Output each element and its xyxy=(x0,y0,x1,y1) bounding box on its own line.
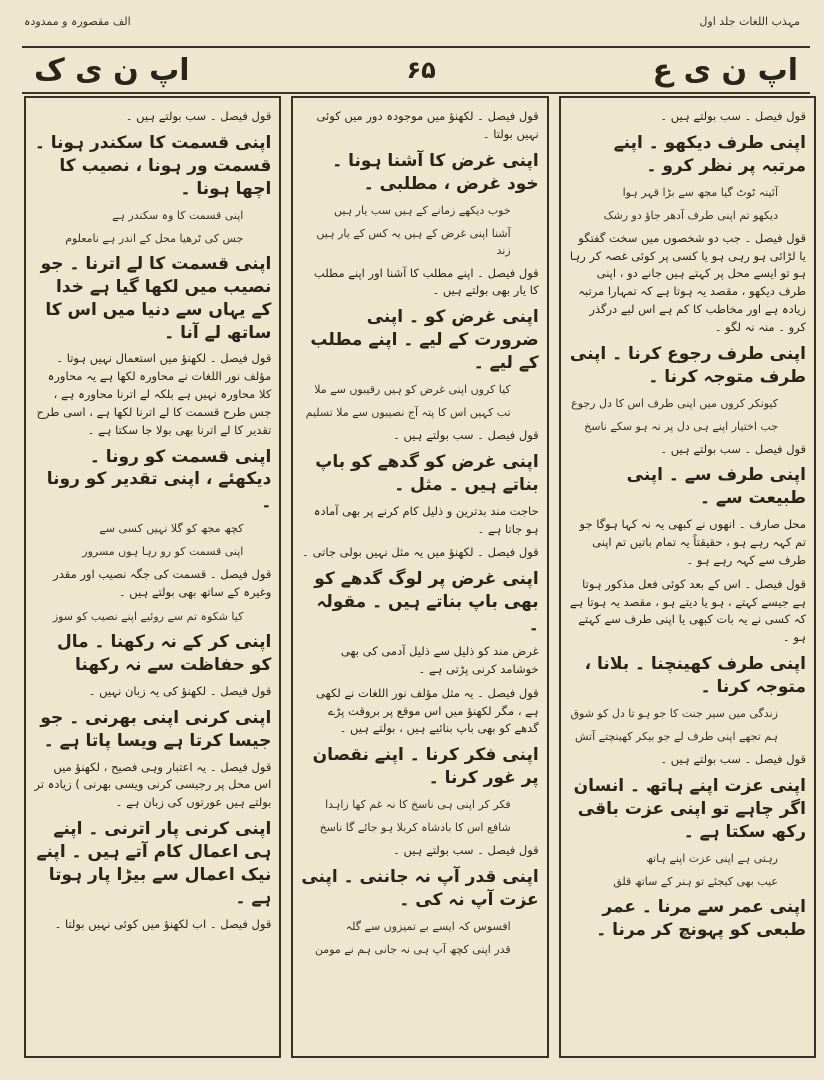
running-head-left: الف مقصورہ و ممدودہ xyxy=(24,14,131,28)
verse-line: ہم تجھے اپنی طرف لے جو بیکر کھینچتے آتش xyxy=(574,729,778,743)
verdict-note: قول فیصل ۔ سب بولتے ہیں ۔ xyxy=(660,441,806,456)
headword: اپنی کر کے نہ رکھنا ۔ مال کو حفاظت سے نہ رکھنا xyxy=(56,632,272,676)
page-header xyxy=(22,46,810,94)
definition-text: غرض مند کو ذلیل سے ذلیل آدمی کی بھی خوشامد کرنی پڑتی ہے ۔ xyxy=(340,644,539,676)
verse-line: رہتی ہے اپنی عزت اپنے ہاتھ xyxy=(646,851,778,865)
verdict-note: قول فیصل ۔ سب بولتے ہیں ۔ xyxy=(660,109,806,123)
verdict-note: قول فیصل ۔ سب بولتے ہیں ۔ xyxy=(393,843,539,858)
headword: اپنی قسمت کا لے اترنا ۔ جو نصیب میں لکھا گیا ہے خدا کے یہاں سے دنیا میں اس کا ساتھ لے آنا ۔ xyxy=(40,253,272,343)
verse-line: خوب دیکھے زمانے کے ہیں سب یار ہیں xyxy=(334,203,511,217)
verdict-note: قول فیصل ۔ لکھنؤ میں موجودہ دور میں کوئی نہیں بولتا ۔ xyxy=(316,109,539,141)
headword: اپنی طرف رجوع کرنا ۔ اپنی طرف متوجہ کرنا ۔ xyxy=(569,343,806,387)
headword: اپنی قسمت کو رونا ۔ دیکھئے ، اپنی تقدیر کو رونا ۔ xyxy=(46,446,272,513)
definition-text: قول فیصل ۔ قسمت کی جگہ نصیب اور مقدر وغیرہ کے ساتھ بھی بولتے ہیں ۔ xyxy=(53,567,272,600)
definition-text: محل صارف ۔ انھوں نے کبھی یہ نہ کہا ہوگا جو تم کہہ رہے ہو ، حقیقتاً یہ تمام باتیں تم اپنی طرف سے کہہ رہے ہو ۔ xyxy=(579,517,806,567)
verdict-note: قول فیصل ۔ سب بولتے ہیں ۔ xyxy=(660,751,806,766)
verse-line: کیونکر کروں میں اپنی طرف اس کا دل رجوع xyxy=(571,396,778,410)
definition-text: قول فیصل ۔ جب دو شخصوں میں سخت گفتگو یا لڑائی ہو رہی ہو یا کسی پر کوئی غصہ کر رہا ہو تو ایسے محل پر کہتے ہیں جانے دو ، اپنی طرف دیکھو ، مقصد یہ ہوتا ہے کہ تمہارا مرتبہ زیادہ ہے اور مخاطب کا کم ہے اس لیے درگذر کرو ۔ منہ نہ لگو ۔ xyxy=(569,230,806,334)
page-number: ۶۵ xyxy=(406,56,436,84)
verse-line: قدر اپنی کچھ آپ ہی نہ جانی ہم نے مومن xyxy=(314,942,511,956)
verdict-note: قول فیصل ۔ اب لکھنؤ میں کوئی نہیں بولتا ۔ xyxy=(54,916,272,931)
definition-text: حاجت مند بدترین و ذلیل کام کرنے پر بھی آمادہ ہو جاتا ہے ۔ xyxy=(313,503,539,536)
running-head-right: مہذب اللغات جلد اول xyxy=(699,14,800,28)
verse-line: جس کی ٹرھیا محل کے اندر ہے نامعلوم xyxy=(65,231,244,245)
header-right-keys: اپ ن ی ع xyxy=(652,52,798,88)
definition-text: قول فیصل ۔ اس کے بعد کوئی فعل مذکور ہوتا ہے جیسے کہتے ، ہو یا دیتے ہو ، مقصد یہ ہوتا ہے کہ کسی نے یہ بات کبھی یا اپنی طرف سے کہتے ہو ۔ xyxy=(569,576,806,645)
definition-text: قول فیصل ۔ اپنے مطلب کا آشنا اور اپنے مطلب کا یار بھی بولتے ہیں ۔ xyxy=(313,265,539,298)
headword: اپنی عزت اپنے ہاتھ ۔ انسان اگر چاہے تو اپنی عزت باقی رکھ سکتا ہے ۔ xyxy=(573,775,806,842)
headword: اپنی کرنی اپنی بھرنی ۔ جو جیسا کرتا ہے ویسا پاتا ہے ۔ xyxy=(40,707,272,751)
headword: اپنی طرف سے ۔ اپنی طبیعت سے ۔ xyxy=(626,465,806,509)
headword: اپنی غرض کو ۔ اپنی ضرورت کے لیے ۔ اپنے مطلب کے لیے ۔ xyxy=(310,307,539,374)
column-1 xyxy=(559,96,816,1058)
headword: اپنی غرض کو گدھے کو باپ بناتے ہیں ۔ مثل ۔ xyxy=(315,451,539,495)
column-2 xyxy=(291,96,548,1058)
headword: اپنی قدر آپ نہ جاننی ۔ اپنی عزت آپ نہ کی ۔ xyxy=(301,866,539,910)
headword: اپنی طرف دیکھو ۔ اپنے مرتبہ پر نظر کرو ۔ xyxy=(613,132,806,176)
verse-line: کچھ مجھ کو گلا نہیں کسی سے xyxy=(99,522,244,536)
verse-line: عیب بھی کیجئے تو ہنر کے ساتھ قلق xyxy=(613,874,778,888)
headword: اپنی طرف کھینچنا ۔ بلانا ، متوجہ کرنا ۔ xyxy=(584,654,806,697)
verse-line: تب کہیں اس کا پتہ آج نصیبوں سے ملا تسلیم xyxy=(305,406,511,420)
verse-line: افسوس کہ ایسے بے تمیزوں سے گلہ xyxy=(345,919,511,933)
verse-line: اپنی قسمت کا وہ سکندر ہے xyxy=(112,208,244,222)
definition-text: قول فیصل ۔ یہ مثل مؤلف نور اللغات نے لکھی ہے ، مگر لکھنؤ میں اس موقع پر بروقت پڑے گدھے کو بھی باپ بنائیے ہیں ، بولتے ہیں ۔ xyxy=(316,685,539,736)
verdict-note: قول فیصل ۔ لکھنؤ میں یہ مثل نہیں بولی جاتی ۔ xyxy=(302,545,539,560)
headword: اپنی غرض کا آشنا ہونا ۔ خود غرض ، مطلبی ۔ xyxy=(332,150,539,194)
running-head xyxy=(24,10,800,32)
definition-text: قول فیصل ۔ لکھنؤ میں استعمال نہیں ہوتا ۔ مؤلف نور اللغات نے محاورہ لکھا ہے یہ محاورہ کلا محاورہ نہیں ہے بلکہ لے اترنا محاورہ ہے ، جس طرح قسمت کا لے اترنا لکھا ہے ، اسی طرح تقدیر کا لے اترنا بھی بولا جا سکتا ہے ۔ xyxy=(36,351,272,437)
headword: اپنی کرنی پار اترنی ۔ اپنے ہی اعمال کام آتے ہیں ۔ اپنے نیک اعمال سے بیڑا پار ہوتا ہے ۔ xyxy=(36,819,272,908)
verdict-note: قول فیصل ۔ سب بولتے ہیں ۔ xyxy=(125,109,272,123)
verse-line: جب اختیار اپنے ہی دل پر نہ ہو سکے ناسخ xyxy=(584,419,778,433)
column-3 xyxy=(24,96,281,1058)
verse-line: آئینہ ٹوٹ گیا مجھ سے بڑا قہر ہوا xyxy=(622,185,778,199)
verse-line: کیا کروں اپنی غرض کو ہیں رقیبوں سے ملا xyxy=(314,383,511,397)
verse-line: شافع اس کا بادشاہ کربلا ہو جائے گا ناسخ xyxy=(319,821,511,835)
verse-line: کیا شکوہ تم سے روئیے اپنے نصیب کو سوز xyxy=(52,610,244,624)
headword: اپنی عمر سے مرنا ۔ عمر طبعی کو پہونچ کر مرنا ۔ xyxy=(596,896,806,940)
headword: اپنی قسمت کا سکندر ہونا ۔ قسمت ور ہونا ، نصیب کا اچھا ہونا ۔ xyxy=(34,132,272,199)
header-left-keys: اپ ن ی ک xyxy=(34,52,190,88)
verdict-note: قول فیصل ۔ لکھنؤ کی یہ زبان نہیں ۔ xyxy=(88,683,272,698)
verdict-note: قول فیصل ۔ سب بولتے ہیں ۔ xyxy=(393,428,539,443)
headword: اپنی غرض پر لوگ گدھے کو بھی باپ بناتے ہیں ۔ مقولہ ۔ xyxy=(314,569,539,636)
verse-line: فکر کر اپنی ہی ناسخ کا نہ غم کھا زاہدا xyxy=(325,798,511,812)
verse-line: اپنی قسمت کو رو رہا ہوں مسرور xyxy=(82,545,244,559)
verse-line: آشنا اپنی غرض کے ہیں یہ کس کے یار ہیں زند xyxy=(316,226,511,257)
text-columns xyxy=(24,96,816,1058)
verse-line: زندگی میں سیر جنت کا جو ہو تا دل کو شوق xyxy=(570,706,778,720)
headword: اپنی فکر کرنا ۔ اپنے نقصان پر غور کرنا ۔ xyxy=(312,745,539,789)
verse-line: دیکھو تم اپنی طرف آدھر جاؤ دو رشک xyxy=(603,208,778,222)
definition-text: قول فیصل ۔ یہ اعتبار وہی فصیح ، لکھنؤ میں اس محل پر رجیسی کرنی ویسی بھرنی ) زیادہ تر بولتے ہیں عورتوں کی زبان ہے ۔ xyxy=(34,759,272,810)
